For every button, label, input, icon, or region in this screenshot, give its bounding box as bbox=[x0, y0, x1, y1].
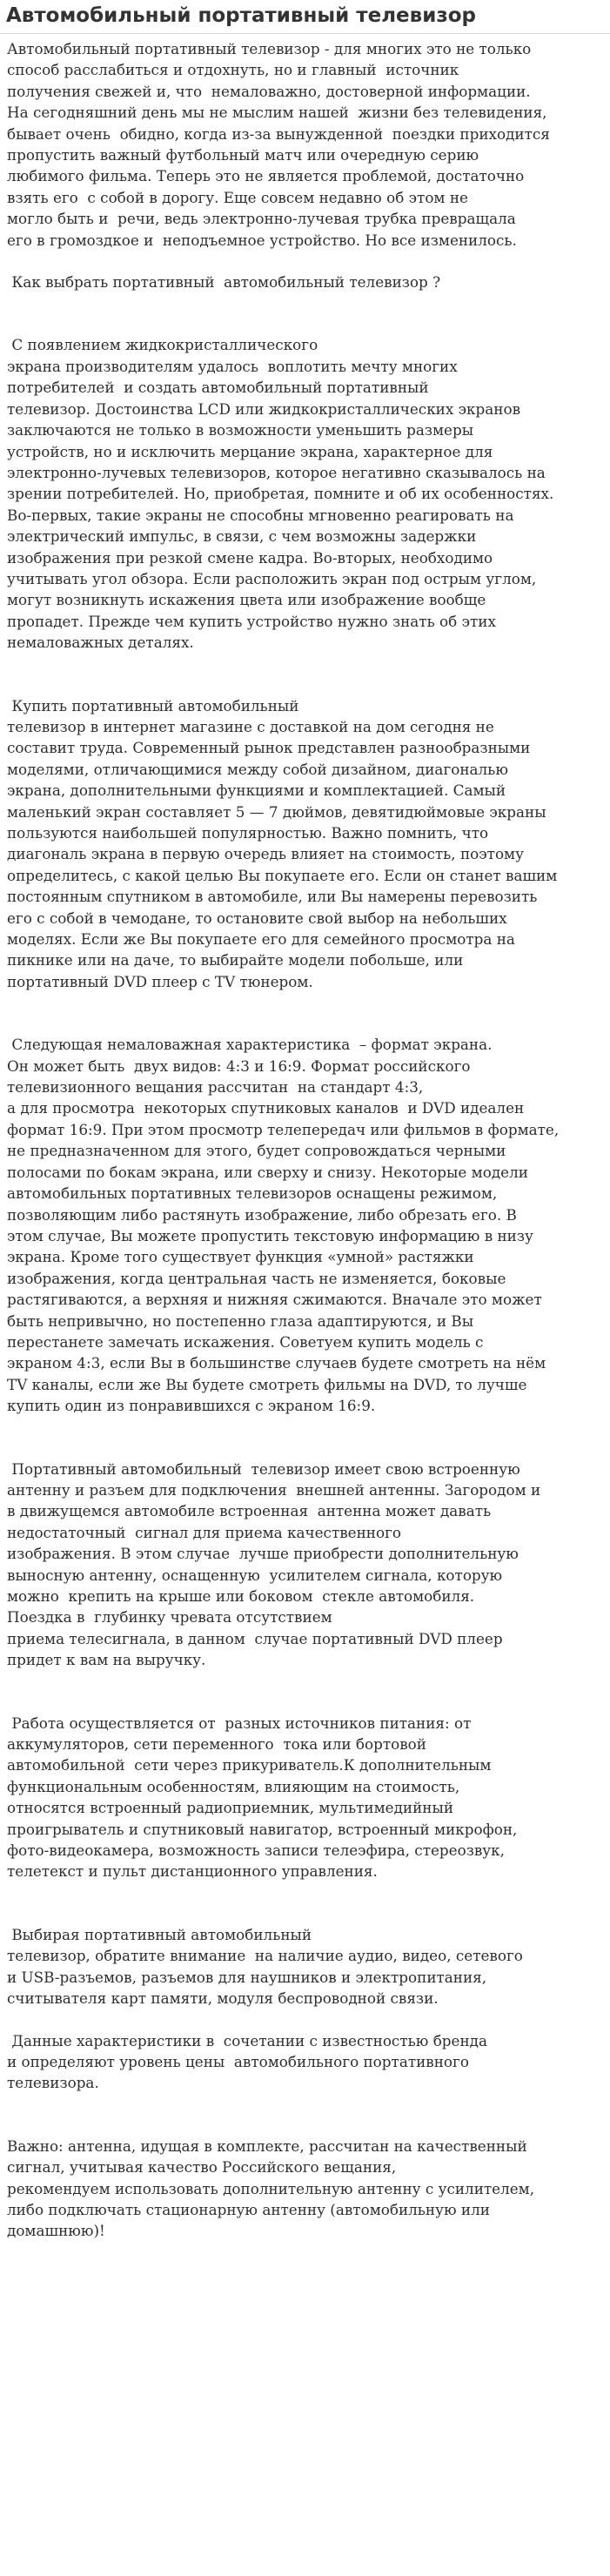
antenna-paragraph: Портативный автомобильный телевизор имеет свою встроенную антенну и разъем для подключения внешней антенны. Загородом и в движущемся автомобиле встроенная антенна может давать недостаточный сигнал для приема качественного изображения. В этом случае лучше приобрести дополнительную выносную антенну, оснащенную усилителем сигнала, которую можно крепить на крыше или боковом стекле автомобиля. Поездка в глубинку чревата отсутствием приема телесигнала, в данном случае портативный DVD плеер придет к вам на выручку. bbox=[7, 1459, 541, 1669]
screen-format-paragraph: Следующая немаловажная характеристика – формат экрана. Он может быть двух видов: 4:3 и 16:9. Формат российского телевизионного вещания рассчитан на стандарт 4:3, а для просмотра некоторых спутниковых каналов и DVD идеален формат 16:9. При этом просмотр телепередач или фильмов в формате, не предназначенном для этого, будет сопровождаться черными полосами по бокам экрана, или сверху и снизу. Некоторые модели автомобильных портативных телевизоров оснащены режимом, позволяющим либо растянуть изображение, либо обрезать его. В этом случае, Вы можете пропустить текстовую информацию в низу экрана. Кроме того существует функция «умной» растяжки изображения, когда центральная часть не изменяется, боковые растягиваются, а верхняя и нижняя сжимаются. Вначале это может быть непривычно, но постепенно глаза адаптируются, и Вы перестанете замечать искажения. Советуем купить модель с экраном 4:3, если Вы в большинстве случаев будете смотреть на нём TV каналы, если же Вы будете смотреть фильмы на DVD, то лучше купить один из понравившихся с экраном 16:9. bbox=[7, 1036, 560, 1415]
paragraph-spacer bbox=[7, 1671, 607, 1713]
power-paragraph: Работа осуществляется от разных источников питания: от аккумуляторов, сети переменного тока или бортовой автомобильной сети через прикуриватель.К дополнительным функциональным особенностям, влияющим на стоимость, относятся встроенный радиоприемник, мультимедийный проигрыватель и спутниковый навигатор, встроенный микрофон, фото-видеокамера, возможность записи телеэфира, стереозвук, телетекст и пульт дистанционного управления. bbox=[7, 1714, 518, 1881]
article-title: Автомобильный портативный телевизор bbox=[6, 4, 476, 27]
paragraph-spacer bbox=[7, 654, 607, 695]
paragraph-spacer bbox=[7, 1882, 607, 1924]
important-note-paragraph: Важно: антенна, идущая в комплекте, рассчитан на качественный сигнал, учитывая качество Российского вещания, рекомендуем использовать дополнительную антенну с усилителем, либо подключать стационарную антенну (автомобильную или домашнюю)! bbox=[7, 2137, 535, 2240]
article-body bbox=[7, 38, 607, 2242]
lcd-screen-paragraph: С появлением жидкокристаллического экрана производителям удалось воплотить мечту многих потребителей и создать автомобильный портативный телевизор. Достоинства LCD или жидкокристаллических экранов заключаются не только в возможности уменьшить размеры устройств, но и исключить мерцание экрана, характерное для электронно-лучевых телевизоров, которое негативно сказывалось на зрении потребителей. Но, приобретая, помните и об их особенностях. Во-первых, такие экраны не способны мгновенно реагировать на электрический импульс, в связи, с чем возможны задержки изображения при резкой смене кадра. Во-вторых, необходимо учитывать угол обзора. Если расположить экран под острым углом, могут возникнуть искажения цвета или изображение вообще пропадет. Прежде чем купить устройство нужно знать об этих немаловажных деталях. bbox=[7, 336, 554, 652]
paragraph-spacer bbox=[7, 292, 607, 334]
price-paragraph: Данные характеристики в сочетании с известностью бренда и определяют уровень цены автомобильного портативного телевизора. bbox=[7, 2031, 487, 2092]
paragraph-spacer bbox=[7, 2094, 607, 2136]
paragraph-spacer bbox=[7, 251, 607, 272]
buying-paragraph: Купить портативный автомобильный телевизор в интернет магазине с доставкой на дом сегодня не составит труда. Современный рынок представлен разнообразными моделями, отличающимися между собой дизайном, диагональю экрана, дополнительными функциями и комплектацией. Самый маленький экран составляет 5 — 7 дюймов, девятидюймовые экраны пользуются наибольшей популярностью. Важно помнить, что диагональ экрана в первую очередь влияет на стоимость, поэтому определитесь, с какой целью Вы покупаете его. Если он станет вашим постоянным спутником в автомобиле, или Вы намерены перевозить его с собой в чемодане, то остановите свой выбор на небольших моделях. Если же Вы покупаете его для семейного просмотра на пикнике или на даче, то выбирайте модели побольше, или портативный DVD плеер с TV тюнером. bbox=[7, 696, 558, 990]
question-heading: Как выбрать портативный автомобильный телевизор ? bbox=[7, 273, 441, 292]
paragraph-spacer bbox=[7, 1417, 607, 1459]
intro-paragraph: Автомобильный портативный телевизор - для многих это не только способ расслабиться и отдохнуть, но и главный источник получения свежей и, что немаловажно, достоверной информации. На сегодняшний день мы не мыслим нашей жизни без телевидения, бывает очень обидно, когда из-за вынужденной поездки приходится пропустить важный футбольный матч или очередную серию любимого фильма. Теперь это не является проблемой, достаточно взять его с собой в дорогу. Еще совсем недавно об этом не могло быть и речи, ведь электронно-лучевая трубка превращала его в громоздкое и неподъемное устройство. Но все изменилось. bbox=[7, 40, 550, 249]
title-divider bbox=[0, 33, 610, 34]
connectors-paragraph: Выбирая портативный автомобильный телевизор, обратите внимание на наличие аудио, видео, сетевого и USB-разъемов, разъемов для наушников и электропитания, считывателя карт памяти, модуля беспроводной связи. bbox=[7, 1925, 523, 2008]
paragraph-spacer bbox=[7, 2009, 607, 2030]
paragraph-spacer bbox=[7, 992, 607, 1034]
